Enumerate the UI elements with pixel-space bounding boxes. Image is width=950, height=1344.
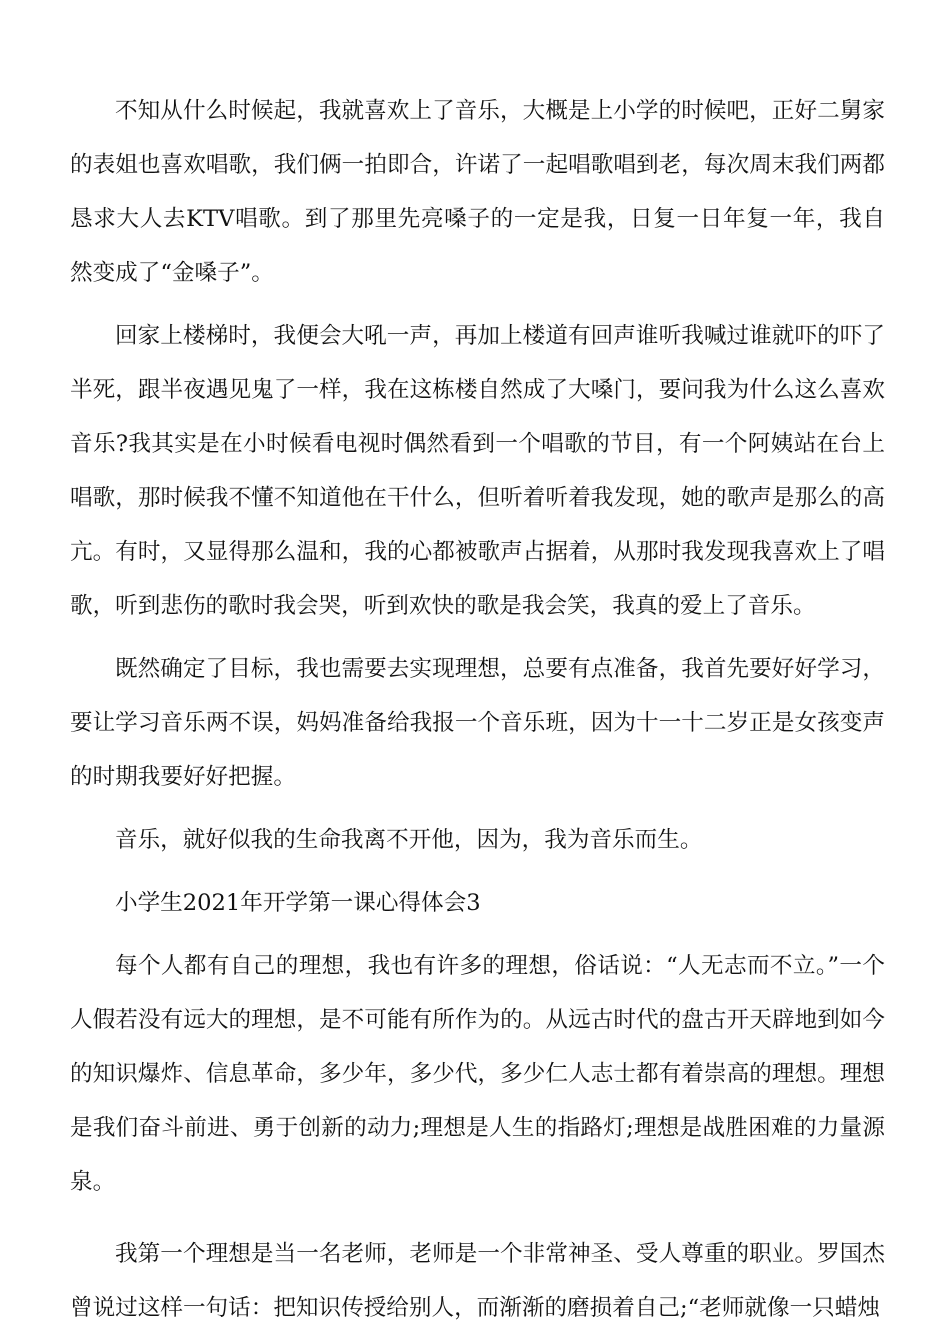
paragraph-music-childhood: 不知从什么时候起，我就喜欢上了音乐，大概是上小学的时候吧，正好二舅家的表姐也喜欢唱歌，我们俩一拍即合，许诺了一起唱歌唱到老，每次周末我们两都恳求大人去KTV唱歌。到了那里先亮嗓子的一定是我，日复一日年复一年，我自然变成了“金嗓子”。	[70, 98, 885, 286]
paragraph-loud-voice: 回家上楼梯时，我便会大吼一声，再加上楼道有回声谁听我喊过谁就吓的吓了半死，跟半夜遇见鬼了一样，我在这栋楼自然成了大嗓门，要问我为什么这么喜欢音乐?我其实是在小时候看电视时偶然看到一个唱歌的节目，有一个阿姨站在台上唱歌，那时候我不懂不知道他在干什么，但听着听着我发现，她的歌声是那么的高亢。有时，又显得那么温和，我的心都被歌声占据着，从那时我发现我喜欢上了唱歌，听到悲伤的歌时我会哭，听到欢快的歌是我会笑，我真的爱上了音乐。	[70, 323, 885, 619]
paragraph-ideals: 每个人都有自己的理想，我也有许多的理想，俗话说：“人无志而不立。”一个人假若没有远大的理想，是不可能有所作为的。从远古时代的盘古开天辟地到如今的知识爆炸、信息革命，多少年，多少代，多少仁人志士都有着崇高的理想。理想是我们奋斗前进、勇于创新的动力;理想是人生的指路灯;理想是战胜困难的力量源泉。	[70, 953, 885, 1195]
section-title: 小学生2021年开学第一课心得体会3	[115, 890, 481, 916]
paragraph-teacher-ideal: 我第一个理想是当一名老师，老师是一个非常神圣、受人尊重的职业。罗国杰曾说过这样一句话：把知识传授给别人，而渐渐的磨损着自己;“老师就像一只蜡烛	[70, 1241, 885, 1321]
paragraph-goal-preparation: 既然确定了目标，我也需要去实现理想，总要有点准备，我首先要好好学习，要让学习音乐两不误，妈妈准备给我报一个音乐班，因为十一十二岁正是女孩变声的时期我要好好把握。	[70, 656, 885, 790]
document-body	[70, 84, 885, 1344]
paragraph-music-life: 音乐，就好似我的生命我离不开他，因为，我为音乐而生。	[115, 827, 703, 853]
